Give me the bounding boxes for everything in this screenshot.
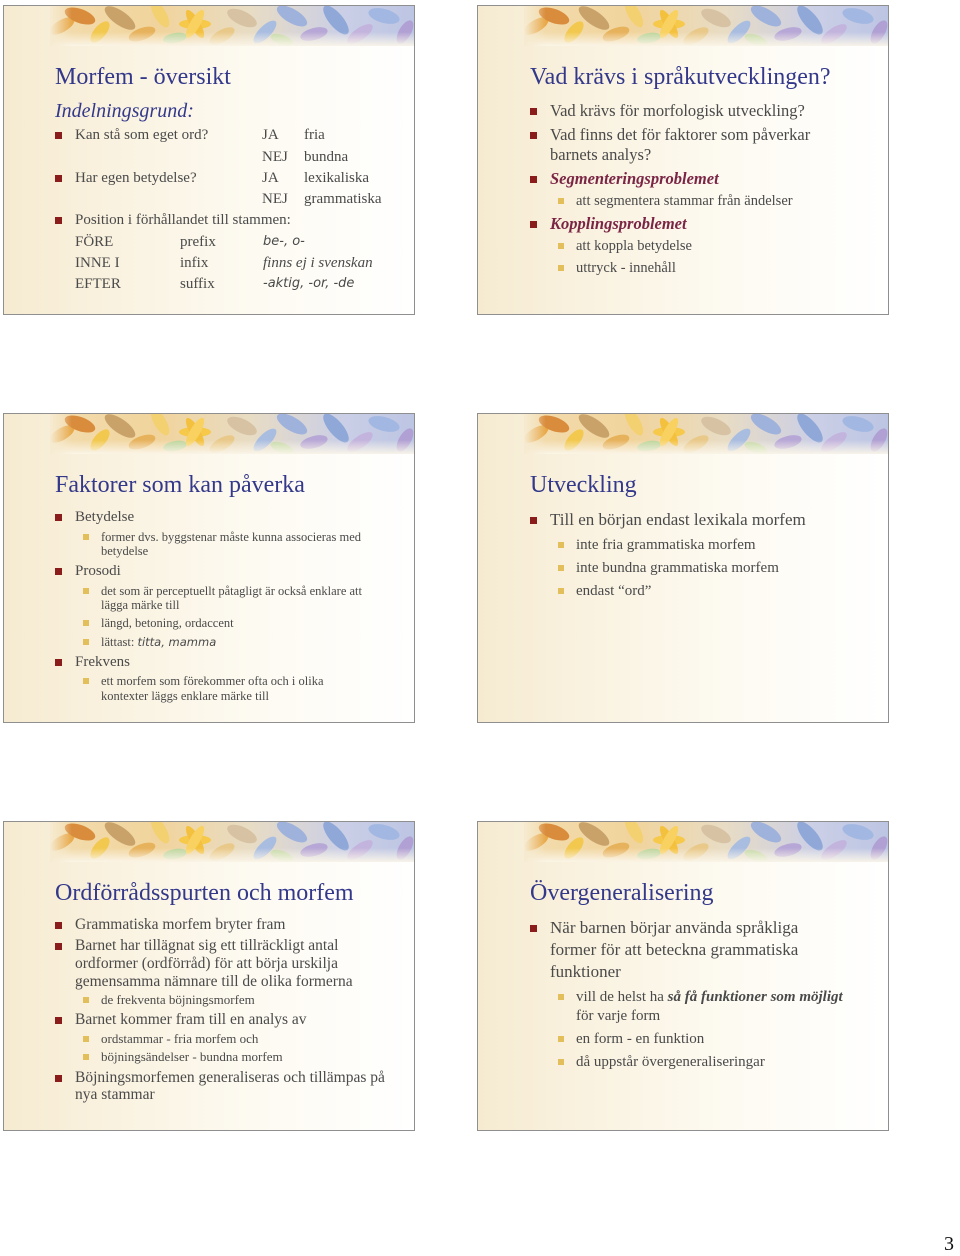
bullet-item-continuation: barnets analys?	[550, 145, 652, 164]
sub-bullet-item: det som är perceptuellt påtagligt är också enklare att	[101, 584, 362, 598]
criterion-answer: JA	[262, 170, 279, 186]
slide-vad-kravs	[477, 5, 889, 315]
sub-bullet-item-continuation: betydelse	[101, 544, 149, 558]
bullet-item: Prosodi	[75, 563, 121, 579]
criterion-category: bundna	[304, 149, 349, 165]
leaf-banner	[50, 6, 414, 46]
bullet-item: Barnet kommer fram till en analys av	[75, 1011, 307, 1028]
position-type: infix	[180, 255, 209, 271]
position-type: suffix	[180, 276, 215, 292]
criterion-answer: JA	[262, 127, 279, 143]
sub-bullet-item: ordstammar - fria morfem och	[101, 1031, 259, 1046]
bullet-item: Vad finns det för faktorer som påverkar	[550, 125, 811, 144]
criterion-question: Kan stå som eget ord?	[75, 127, 209, 143]
sub-bullet-lead: vill de helst ha	[576, 989, 664, 1005]
leaf-banner	[524, 822, 888, 862]
position-label: Position i förhållandet till stammen:	[75, 212, 291, 228]
bullet-item-term: Segmenteringsproblemet	[550, 169, 719, 188]
bullet-item: Barnet har tillägnat sig ett tillräckligt antal	[75, 937, 339, 954]
bullet-item-continuation: gemensamma nämnare till de olika formerna	[75, 973, 353, 990]
sub-bullet-item: ett morfem som förekommer ofta och i olika	[101, 674, 324, 688]
sub-bullet-item: de frekventa böjningsmorfem	[101, 992, 255, 1007]
sub-bullet-item: inte fria grammatiska morfem	[576, 537, 756, 553]
leaf-banner	[50, 822, 414, 862]
bullet-item-term: Kopplingsproblemet	[550, 214, 687, 233]
bullet-item-continuation: ordformer (ordförråd) för att börja urskilja	[75, 955, 338, 972]
position-place: FÖRE	[75, 234, 114, 250]
sub-bullet-item: att koppla betydelse	[576, 238, 692, 254]
bullet-item: Till en början endast lexikala morfem	[550, 510, 806, 529]
sub-bullet-item: endast “ord”	[576, 583, 652, 599]
bullet-item-continuation: funktioner	[550, 962, 621, 981]
bullet-item: När barnen börjar använda språkliga	[550, 918, 799, 937]
sub-bullet-item	[101, 634, 216, 650]
slide-subtitle: Indelningsgrund:	[55, 100, 194, 122]
sub-bullet-item: då uppstår övergeneraliseringar	[576, 1054, 765, 1070]
leaf-banner	[524, 6, 888, 46]
bullet-item: Vad krävs för morfologisk utveckling?	[550, 101, 805, 120]
bullet-item-continuation: former för att beteckna grammatiska	[550, 940, 799, 959]
bullet-item: Böjningsmorfemen generaliseras och tillämpas på	[75, 1069, 385, 1086]
position-type: prefix	[180, 234, 216, 250]
slide-faktorer	[3, 413, 415, 723]
slide-title: Vad krävs i språkutvecklingen?	[530, 64, 831, 90]
sub-bullet-item: längd, betoning, ordaccent	[101, 616, 234, 630]
page-number: 3	[944, 1233, 954, 1255]
sub-bullet-item-continuation: för varje form	[576, 1008, 661, 1024]
sub-bullet-item: former dvs. byggstenar måste kunna associeras med	[101, 530, 361, 544]
position-place: EFTER	[75, 276, 121, 292]
position-example: -aktig, -or, -de	[263, 276, 355, 291]
slide-title: Ordförrådsspurten och morfem	[55, 880, 354, 906]
sub-bullet-item: att segmentera stammar från ändelser	[576, 193, 793, 209]
sub-bullet-item: inte bundna grammatiska morfem	[576, 560, 779, 576]
position-place: INNE I	[75, 255, 120, 271]
sub-bullet-item	[576, 987, 843, 1007]
slide-title: Övergeneralisering	[530, 880, 714, 906]
criterion-question: Har egen betydelse?	[75, 170, 197, 186]
bullet-item-continuation: nya stammar	[75, 1086, 155, 1103]
slide-morfem-oversikt	[3, 5, 415, 315]
sub-bullet-item: uttryck - innehåll	[576, 260, 676, 276]
sub-bullet-item: böjningsändelser - bundna morfem	[101, 1049, 283, 1064]
leaf-banner	[524, 414, 888, 454]
slide-ordforradsspurten	[3, 821, 415, 1131]
sub-bullet-emphasis: så få funktioner som möjligt	[667, 989, 843, 1005]
criterion-answer: NEJ	[262, 149, 288, 165]
leaf-banner	[50, 414, 414, 454]
criterion-category: grammatiska	[304, 191, 382, 207]
criterion-category: fria	[304, 127, 325, 143]
sub-bullet-label: lättast:	[101, 635, 135, 649]
sub-bullet-item-continuation: lägga märke till	[101, 598, 180, 612]
criterion-answer: NEJ	[262, 191, 288, 207]
sub-bullet-example: titta, mamma	[137, 635, 217, 649]
slide-title: Faktorer som kan påverka	[55, 472, 305, 498]
bullet-item: Grammatiska morfem bryter fram	[75, 916, 286, 933]
sub-bullet-item-continuation: kontexter läggs enklare märke till	[101, 689, 269, 703]
criterion-category: lexikaliska	[304, 170, 369, 186]
slide-utveckling	[477, 413, 889, 723]
bullet-item: Frekvens	[75, 654, 130, 670]
position-example: finns ej i svenskan	[263, 255, 373, 271]
slide-overgeneralisering	[477, 821, 889, 1131]
bullet-item: Betydelse	[75, 509, 135, 525]
position-example: be-, o-	[263, 234, 305, 249]
slide-title: Utveckling	[530, 472, 637, 498]
slide-title: Morfem - översikt	[55, 64, 231, 90]
sub-bullet-item: en form - en funktion	[576, 1031, 705, 1047]
